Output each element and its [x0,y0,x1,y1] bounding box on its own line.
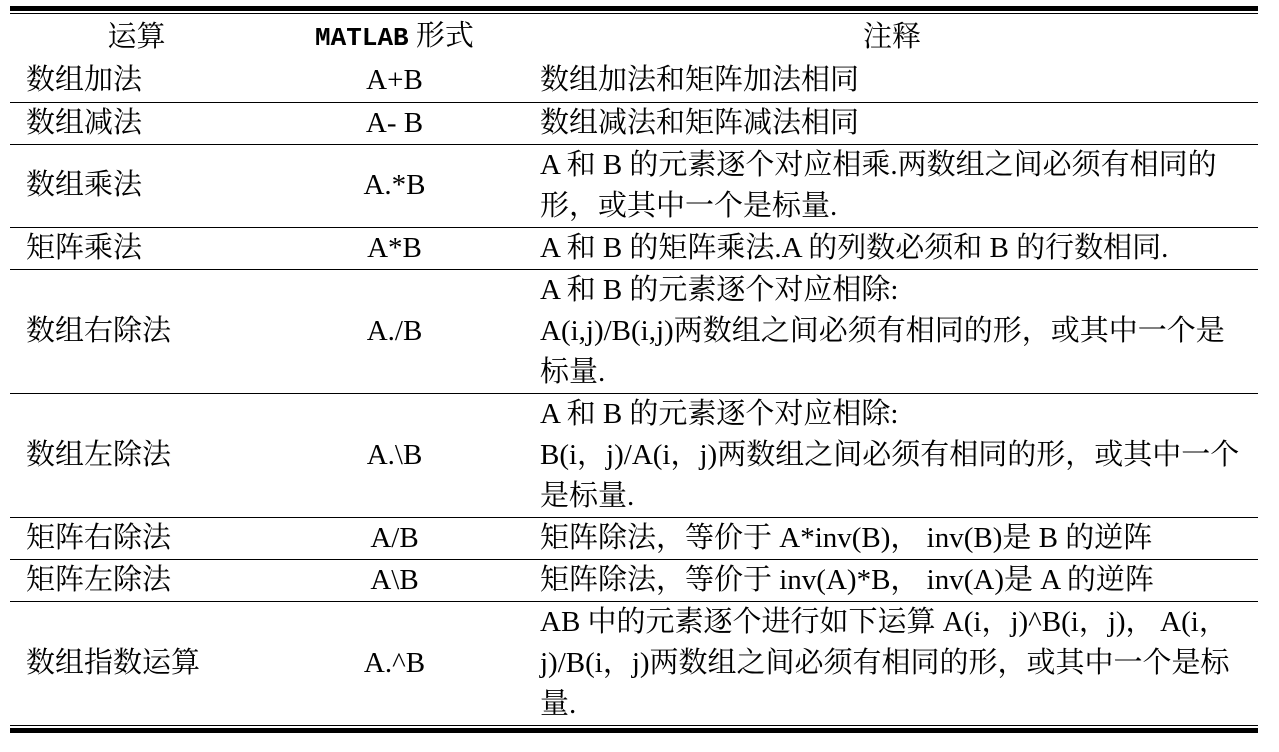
header-operation: 运算 [107,20,166,53]
table-row [10,393,1258,517]
row-note [526,393,1258,517]
row-form: A/B [263,517,526,559]
row-note: A 和 B 的矩阵乘法.A 的列数必须和 B 的行数相同. [526,227,1258,269]
row-operation: 矩阵乘法 [10,227,263,269]
matlab-operations-table [10,14,1258,725]
row-form: A.^B [363,646,426,679]
table-header-row [10,14,1258,60]
table-row [10,559,1258,601]
bottom-rule [10,728,1258,733]
row-operation: 数组指数运算 [26,646,201,679]
row-operation: 数组减法 [10,102,263,144]
operations-table-container [10,6,1258,733]
row-note: 矩阵除法，等价于 inv(A)*B， inv(A)是 A 的逆阵 [526,559,1258,601]
table-row [10,517,1258,559]
row-note: A 和 B 的元素逐个对应相乘.两数组之间必须有相同的形，或其中一个是标量. [526,144,1258,227]
row-note: 矩阵除法，等价于 A*inv(B)， inv(B)是 B 的逆阵 [526,517,1258,559]
row-operation: 矩阵右除法 [10,517,263,559]
row-note-line1: A 和 B 的元素逐个对应相除: [540,273,899,306]
row-note: 数组减法和矩阵减法相同 [526,102,1258,144]
row-form: A\B [263,559,526,601]
row-note-rest: B(i，j)/A(i，j)两数组之间必须有相同的形，或其中一个是标量. [540,438,1240,512]
row-note [526,269,1258,393]
table-row [10,227,1258,269]
row-form: A*B [263,227,526,269]
table-row [10,269,1258,393]
row-note-line1: A 和 B 的元素逐个对应相除: [540,397,899,430]
row-note: 数组加法和矩阵加法相同 [526,60,1258,102]
table-row [10,144,1258,227]
header-form-suffix: 形式 [408,19,474,52]
table-row [10,601,1258,725]
table-row [10,102,1258,144]
row-operation: 矩阵左除法 [10,559,263,601]
header-form-matlab: MATLAB [315,22,409,53]
row-note-rest: A(i,j)/B(i,j)两数组之间必须有相同的形，或其中一个是标量. [540,314,1225,388]
row-form: A+B [263,60,526,102]
header-form [263,14,526,60]
row-form: A./B [263,269,526,393]
row-operation: 数组乘法 [10,144,263,227]
table-row [10,60,1258,102]
row-note: AB 中的元素逐个进行如下运算 A(i，j)^B(i，j)， A(i，j)/B(i，j)两数组之间必须有相同的形，或其中一个是标量. [540,605,1230,720]
row-operation: 数组右除法 [10,269,263,393]
row-operation: 数组左除法 [10,393,263,517]
row-form: A.\B [263,393,526,517]
row-form: A- B [263,102,526,144]
header-note: 注释 [862,20,921,53]
row-operation: 数组加法 [10,60,263,102]
row-form: A.*B [263,144,526,227]
